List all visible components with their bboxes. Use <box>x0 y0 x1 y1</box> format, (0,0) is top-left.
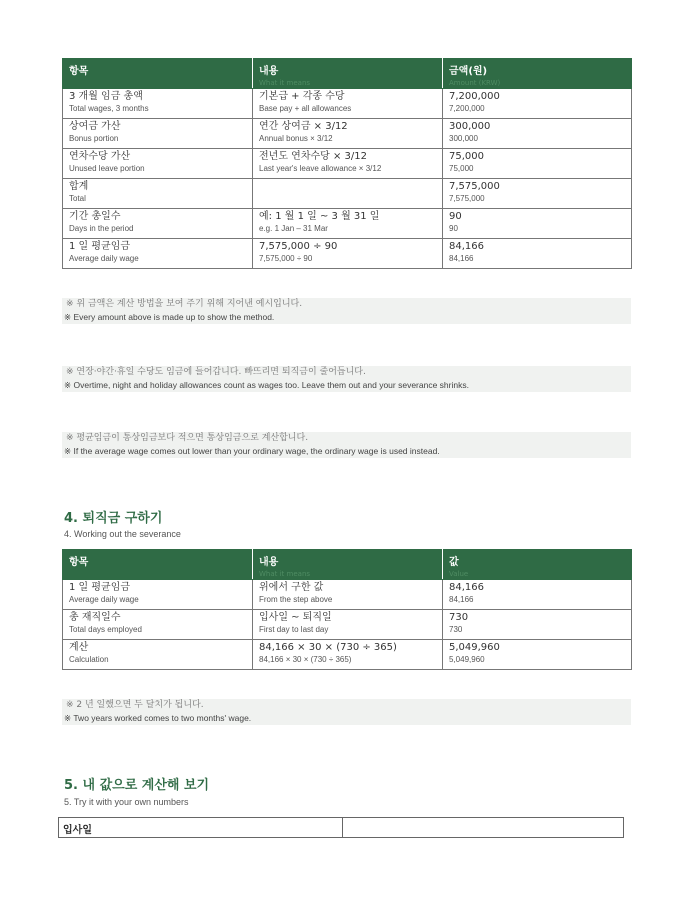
cell-content: 위에서 구한 값 From the step above <box>253 580 443 610</box>
note-overtime-allowances: ※ 연장·야간·휴일 수당도 임금에 들어갑니다. 빠뜨리면 퇴직금이 줄어듭니다. ※ Overtime, night and holiday allowances count as wages too. Leave them out and your severance shrinks. <box>62 366 631 392</box>
table-row <box>63 179 632 209</box>
table-row <box>63 610 632 640</box>
note-two-years: ※ 2 년 일했으면 두 달치가 됩니다. ※ Two years worked comes to two months' wage. <box>62 699 631 725</box>
column-header-content: 내용 What it means <box>253 59 443 89</box>
cell-content: 84,166 × 30 × (730 ÷ 365) 84,166 × 30 × (730 ÷ 365) <box>253 640 443 670</box>
table-row <box>63 89 632 119</box>
start-date-label: 입사일 <box>59 818 343 837</box>
table-row <box>63 149 632 179</box>
table-header-row <box>63 59 632 89</box>
cell-value: 75,000 75,000 <box>443 149 632 179</box>
cell-value: 730 730 <box>443 610 632 640</box>
cell-value: 90 90 <box>443 209 632 239</box>
section-4-title: 4. 퇴직금 구하기 <box>64 511 163 526</box>
cell-item: 1 일 평균임금 Average daily wage <box>63 239 253 269</box>
cell-value: 5,049,960 5,049,960 <box>443 640 632 670</box>
table-row <box>63 209 632 239</box>
column-header-content: 내용 What it means <box>253 550 443 580</box>
cell-content: 7,575,000 ÷ 90 7,575,000 ÷ 90 <box>253 239 443 269</box>
table-row <box>63 119 632 149</box>
column-header-amount: 금액(원) Amount (KRW) <box>443 59 632 89</box>
start-date-input[interactable] <box>343 818 623 837</box>
cell-value: 300,000 300,000 <box>443 119 632 149</box>
cell-content: 예: 1 월 1 일 ~ 3 월 31 일 e.g. 1 Jan – 31 Mar <box>253 209 443 239</box>
section-5-subtitle: 5. Try it with your own numbers <box>64 797 189 807</box>
column-header-item: 항목 <box>63 550 253 580</box>
cell-item: 1 일 평균임금 Average daily wage <box>63 580 253 610</box>
section-4-subtitle: 4. Working out the severance <box>64 529 181 539</box>
column-header-value: 값 Value <box>443 550 632 580</box>
cell-item: 합계 Total <box>63 179 253 209</box>
cell-content: 전년도 연차수당 × 3/12 Last year's leave allowance × 3/12 <box>253 149 443 179</box>
cell-item: 상여금 가산 Bonus portion <box>63 119 253 149</box>
start-date-row <box>58 817 624 838</box>
wage-table <box>62 58 632 269</box>
cell-content <box>253 179 443 209</box>
cell-value: 7,575,000 7,575,000 <box>443 179 632 209</box>
cell-item: 총 재직일수 Total days employed <box>63 610 253 640</box>
cell-item: 3 개월 임금 총액 Total wages, 3 months <box>63 89 253 119</box>
cell-content: 입사일 ~ 퇴직일 First day to last day <box>253 610 443 640</box>
cell-content: 기본급 + 각종 수당 Base pay + all allowances <box>253 89 443 119</box>
column-header-item: 항목 <box>63 59 253 89</box>
table-header-row <box>63 550 632 580</box>
table-row <box>63 640 632 670</box>
note-ordinary-wage: ※ 평균임금이 통상임금보다 적으면 통상임금으로 계산합니다. ※ If the average wage comes out lower than your ordinary wage, the ordinary wage is used instead. <box>62 432 631 458</box>
table-row <box>63 239 632 269</box>
note-made-up-amounts: ※ 위 금액은 계산 방법을 보여 주기 위해 지어낸 예시입니다. ※ Every amount above is made up to show the method. <box>62 298 631 324</box>
cell-value: 84,166 84,166 <box>443 239 632 269</box>
cell-content: 연간 상여금 × 3/12 Annual bonus × 3/12 <box>253 119 443 149</box>
severance-table <box>62 549 632 670</box>
section-5-title: 5. 내 값으로 계산해 보기 <box>64 778 210 793</box>
cell-item: 연차수당 가산 Unused leave portion <box>63 149 253 179</box>
table-row <box>63 580 632 610</box>
cell-item: 계산 Calculation <box>63 640 253 670</box>
cell-item: 기간 총일수 Days in the period <box>63 209 253 239</box>
cell-value: 84,166 84,166 <box>443 580 632 610</box>
cell-value: 7,200,000 7,200,000 <box>443 89 632 119</box>
